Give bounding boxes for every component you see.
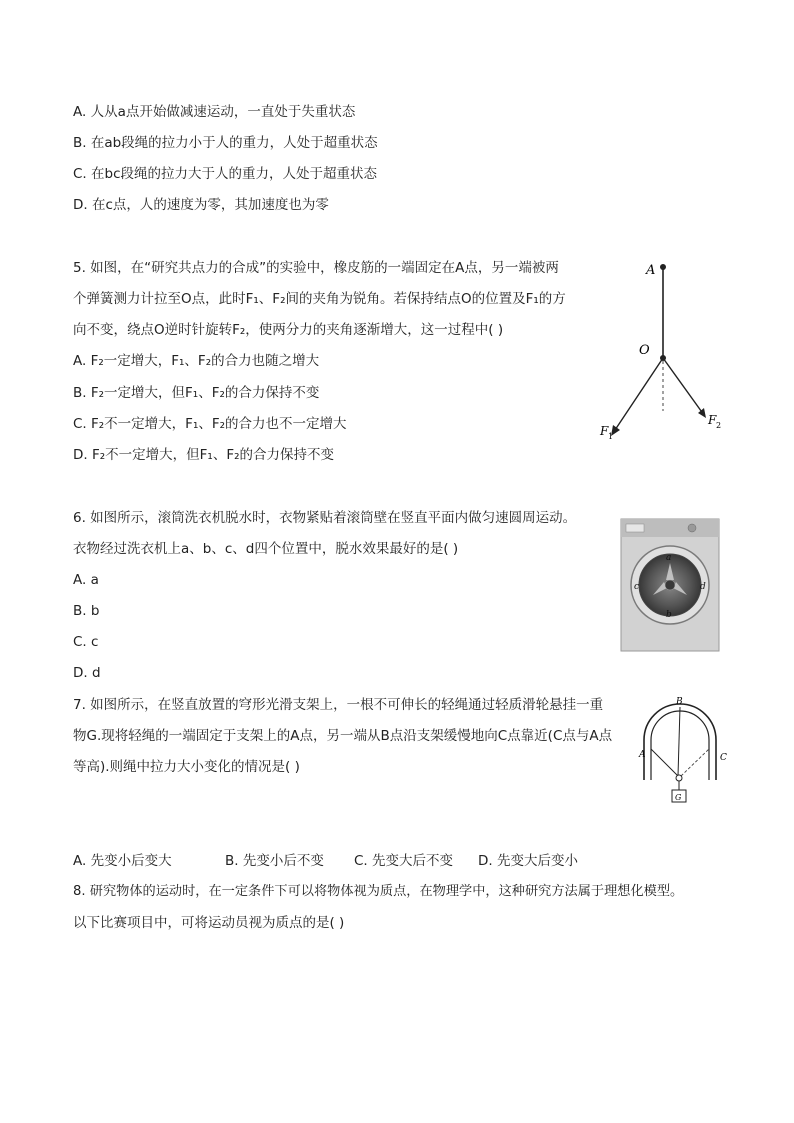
label-a: a (666, 553, 672, 563)
q5-option-c: C. F₂不一定增大，F₁、F₂的合力也不一定增大 (73, 416, 347, 432)
label-a: A (646, 263, 656, 278)
label-f2: F (708, 413, 717, 427)
q6-stem-line2: 衣物经过洗衣机上a、b、c、d四个位置中，脱水效果最好的是( ) (73, 541, 459, 557)
q5-option-b: B. F₂一定增大，但F₁、F₂的合力保持不变 (73, 385, 320, 401)
label-c: c (634, 582, 640, 592)
control-knob (688, 524, 696, 532)
label-f2-subscript: 2 (716, 421, 722, 430)
label-c: C (720, 753, 727, 763)
label-b: B (676, 697, 683, 707)
rope-right (678, 707, 680, 776)
q5-stem-line1: 5. 如图，在“研究共点力的合成”的实验中，橡皮筋的一端固定在A点，另一端被两 (73, 260, 559, 276)
q6-option-b: B. b (73, 603, 100, 619)
q5-stem-line3: 向不变，绕点O逆时针旋转F₂，使两分力的夹角逐渐增大，这一过程中( ) (73, 322, 504, 338)
q7-option-a: A. 先变小后变大 (73, 853, 172, 869)
q7-option-b: B. 先变小后不变 (225, 853, 324, 869)
label-a: A (639, 750, 646, 760)
q6-stem-line1: 6. 如图所示，滚筒洗衣机脱水时，衣物紧贴着滚筒壁在竖直平面内做匀速圆周运动。 (73, 510, 577, 526)
q7-option-d: D. 先变大后变小 (478, 853, 578, 869)
q7-stem-line3: 等高).则绳中拉力大小变化的情况是( ) (73, 759, 300, 775)
q5-option-a: A. F₂一定增大，F₁、F₂的合力也随之增大 (73, 353, 320, 369)
q5-stem-line2: 个弹簧测力计拉至O点，此时F₁、F₂间的夹角为锐角。若保持结点O的位置及F₁的方 (73, 291, 566, 307)
q6-option-d: D. d (73, 665, 101, 681)
q5-option-d: D. F₂不一定增大，但F₁、F₂的合力保持不变 (73, 447, 335, 463)
force-f1-line (613, 358, 663, 433)
q6-option-c: C. c (73, 634, 99, 650)
rope-left (651, 749, 678, 776)
q7-stem-line2: 物G.现将轻绳的一端固定于支架上的A点，另一端从B点沿支架缓慢地向C点靠近(C点与A点 (73, 728, 613, 744)
detergent-drawer (626, 524, 644, 532)
q7-stem-line1: 7. 如图所示，在竖直放置的穹形光滑支架上，一根不可伸长的轻绳通过轻质滑轮悬挂一重 (73, 697, 604, 713)
arched-frame-diagram (634, 692, 734, 808)
label-g: G (675, 793, 682, 802)
label-o: O (639, 343, 650, 358)
q4-option-a: A. 人从a点开始做减速运动，一直处于失重状态 (73, 104, 356, 120)
label-b: b (666, 610, 672, 620)
q4-option-c: C. 在bc段绳的拉力大于人的重力，人处于超重状态 (73, 166, 377, 182)
point-a-dot (660, 264, 666, 270)
pulley (676, 775, 682, 781)
force-f2-line (663, 358, 704, 415)
q7-option-c: C. 先变大后不变 (354, 853, 454, 869)
label-d: d (700, 582, 706, 592)
q8-stem-line2: 以下比赛项目中，可将运动员视为质点的是( ) (73, 915, 345, 931)
rope-dashed (681, 749, 709, 776)
washing-machine-photo (620, 518, 720, 652)
force-diagram (590, 255, 730, 445)
label-f1: F (600, 424, 609, 438)
label-f1-subscript: 1 (608, 432, 614, 441)
q6-option-a: A. a (73, 572, 99, 588)
q4-option-d: D. 在c点，人的速度为零，其加速度也为零 (73, 197, 329, 213)
q8-stem-line1: 8. 研究物体的运动时，在一定条件下可以将物体视为质点，在物理学中，这种研究方法属于理想化模型。 (73, 884, 684, 899)
q4-option-b: B. 在ab段绳的拉力小于人的重力，人处于超重状态 (73, 135, 378, 151)
drum-hub (665, 580, 675, 590)
